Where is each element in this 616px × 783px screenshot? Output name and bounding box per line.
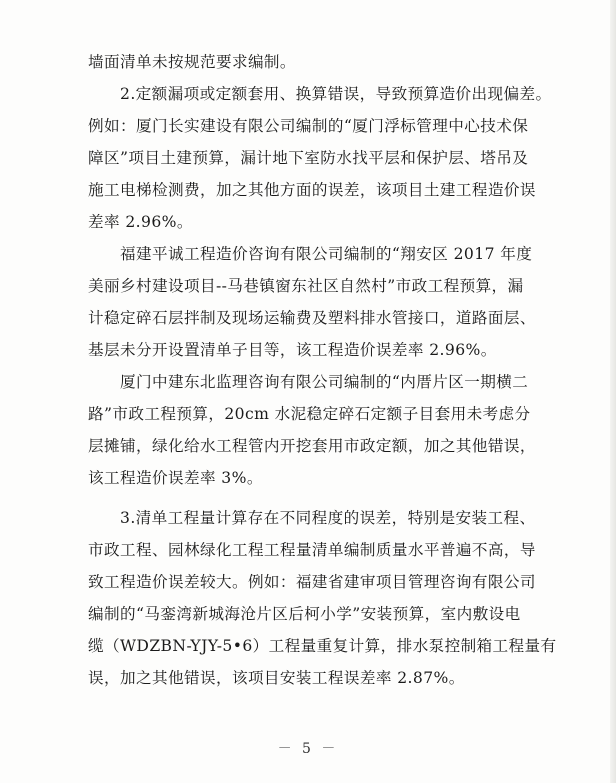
text-line: 厦门中建东北监理咨询有限公司编制的“内厝片区一期横二: [120, 373, 529, 391]
text-line: 障区”项目土建预算，漏计地下室防水找平层和保护层、塔吊及: [88, 149, 529, 167]
text-line: 误，加之其他错误，该项目安装工程误差率 2.87%。: [88, 669, 465, 687]
text-line: 计稳定碎石层拌制及现场运输费及塑料排水管接口，道路面层、: [88, 309, 536, 327]
text-line: 致工程造价误差较大。例如：福建省建审项目管理咨询有限公司: [88, 573, 536, 591]
text-line: 路”市政工程预算，20cm 水泥稳定碎石定额子目套用未考虑分: [88, 405, 531, 423]
page-number: [0, 738, 616, 758]
text-line: 3.清单工程量计算存在不同程度的误差，特别是安装工程、: [120, 509, 536, 527]
text-line: 该工程造价误差率 3%。: [88, 469, 263, 487]
page-number-value: 5: [302, 741, 314, 757]
scan-edge: [610, 0, 616, 783]
text-line: 编制的“马銮湾新城海沧片区后柯小学”安装预算，室内敷设电: [88, 605, 521, 623]
text-line: 墙面清单未按规范要求编制。: [88, 53, 296, 71]
text-line: 基层未分开设置清单子目等，该工程造价误差率 2.96%。: [88, 341, 497, 359]
text-line: 例如：厦门长实建设有限公司编制的“厦门浮标管理中心技术保: [88, 117, 529, 135]
paragraph-gap: [88, 494, 550, 502]
text-line: 市政工程、园林绿化工程工程量清单编制质量水平普遍不高，导: [88, 541, 536, 559]
page-number-suffix: －: [321, 741, 339, 757]
text-line: 2.定额漏项或定额套用、换算错误，导致预算造价出现偏差。: [120, 85, 552, 103]
text-line: 施工电梯检测费，加之其他方面的误差，该项目土建工程造价误: [88, 181, 536, 199]
text-line: 美丽乡村建设项目--马巷镇窗东社区自然村”市政工程预算，漏: [88, 277, 524, 295]
text-line: 差率 2.96%。: [88, 213, 193, 231]
text-line: 福建平诚工程造价咨询有限公司编制的“翔安区 2017 年度: [120, 245, 533, 263]
page-number-prefix: －: [277, 741, 295, 757]
text-line: 缆（WDZBN-YJY-5•6）工程量重复计算，排水泵控制箱工程量有: [88, 637, 557, 655]
document-body: [88, 46, 557, 694]
text-line: 层摊铺，绿化给水工程管内开挖套用市政定额，加之其他错误，: [88, 437, 536, 455]
